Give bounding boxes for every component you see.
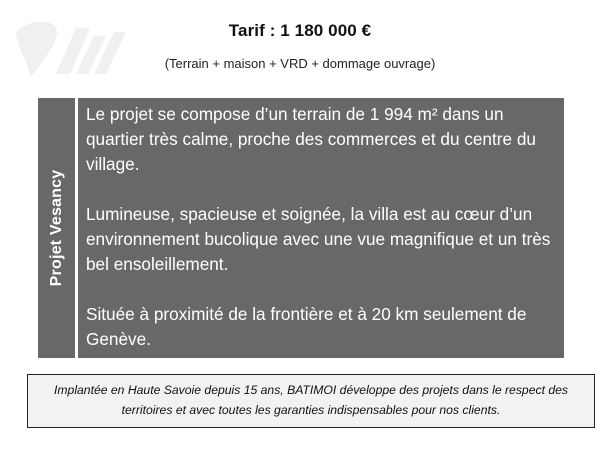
- description-paragraph-1: Le projet se compose d’un terrain de 1 994 m² dans un quartier très calme, proche des commerces et du centre du village.: [86, 104, 536, 174]
- description-paragraph-3: Située à proximité de la frontière et à 20 km seulement de Genève.: [86, 304, 527, 349]
- description-paragraph-2: Lumineuse, spacieuse et soignée, la villa est au cœur d’un environnement bucolique avec une vue magnifique et un très bel ensoleillement.: [86, 204, 551, 274]
- price-details: (Terrain + maison + VRD + dommage ouvrage): [164, 56, 436, 71]
- price-heading: Tarif : 1 180 000 €: [228, 21, 372, 40]
- project-box: [38, 98, 564, 358]
- project-description: [78, 98, 564, 358]
- company-footer-note: Implantée en Haute Savoie depuis 15 ans, BATIMOI développe des projets dans le respect des territoires et avec toutes les garanties indispensables pour nos clients.: [27, 374, 595, 428]
- project-side-label: [38, 98, 75, 358]
- project-name: Projet Vesancy: [47, 169, 65, 287]
